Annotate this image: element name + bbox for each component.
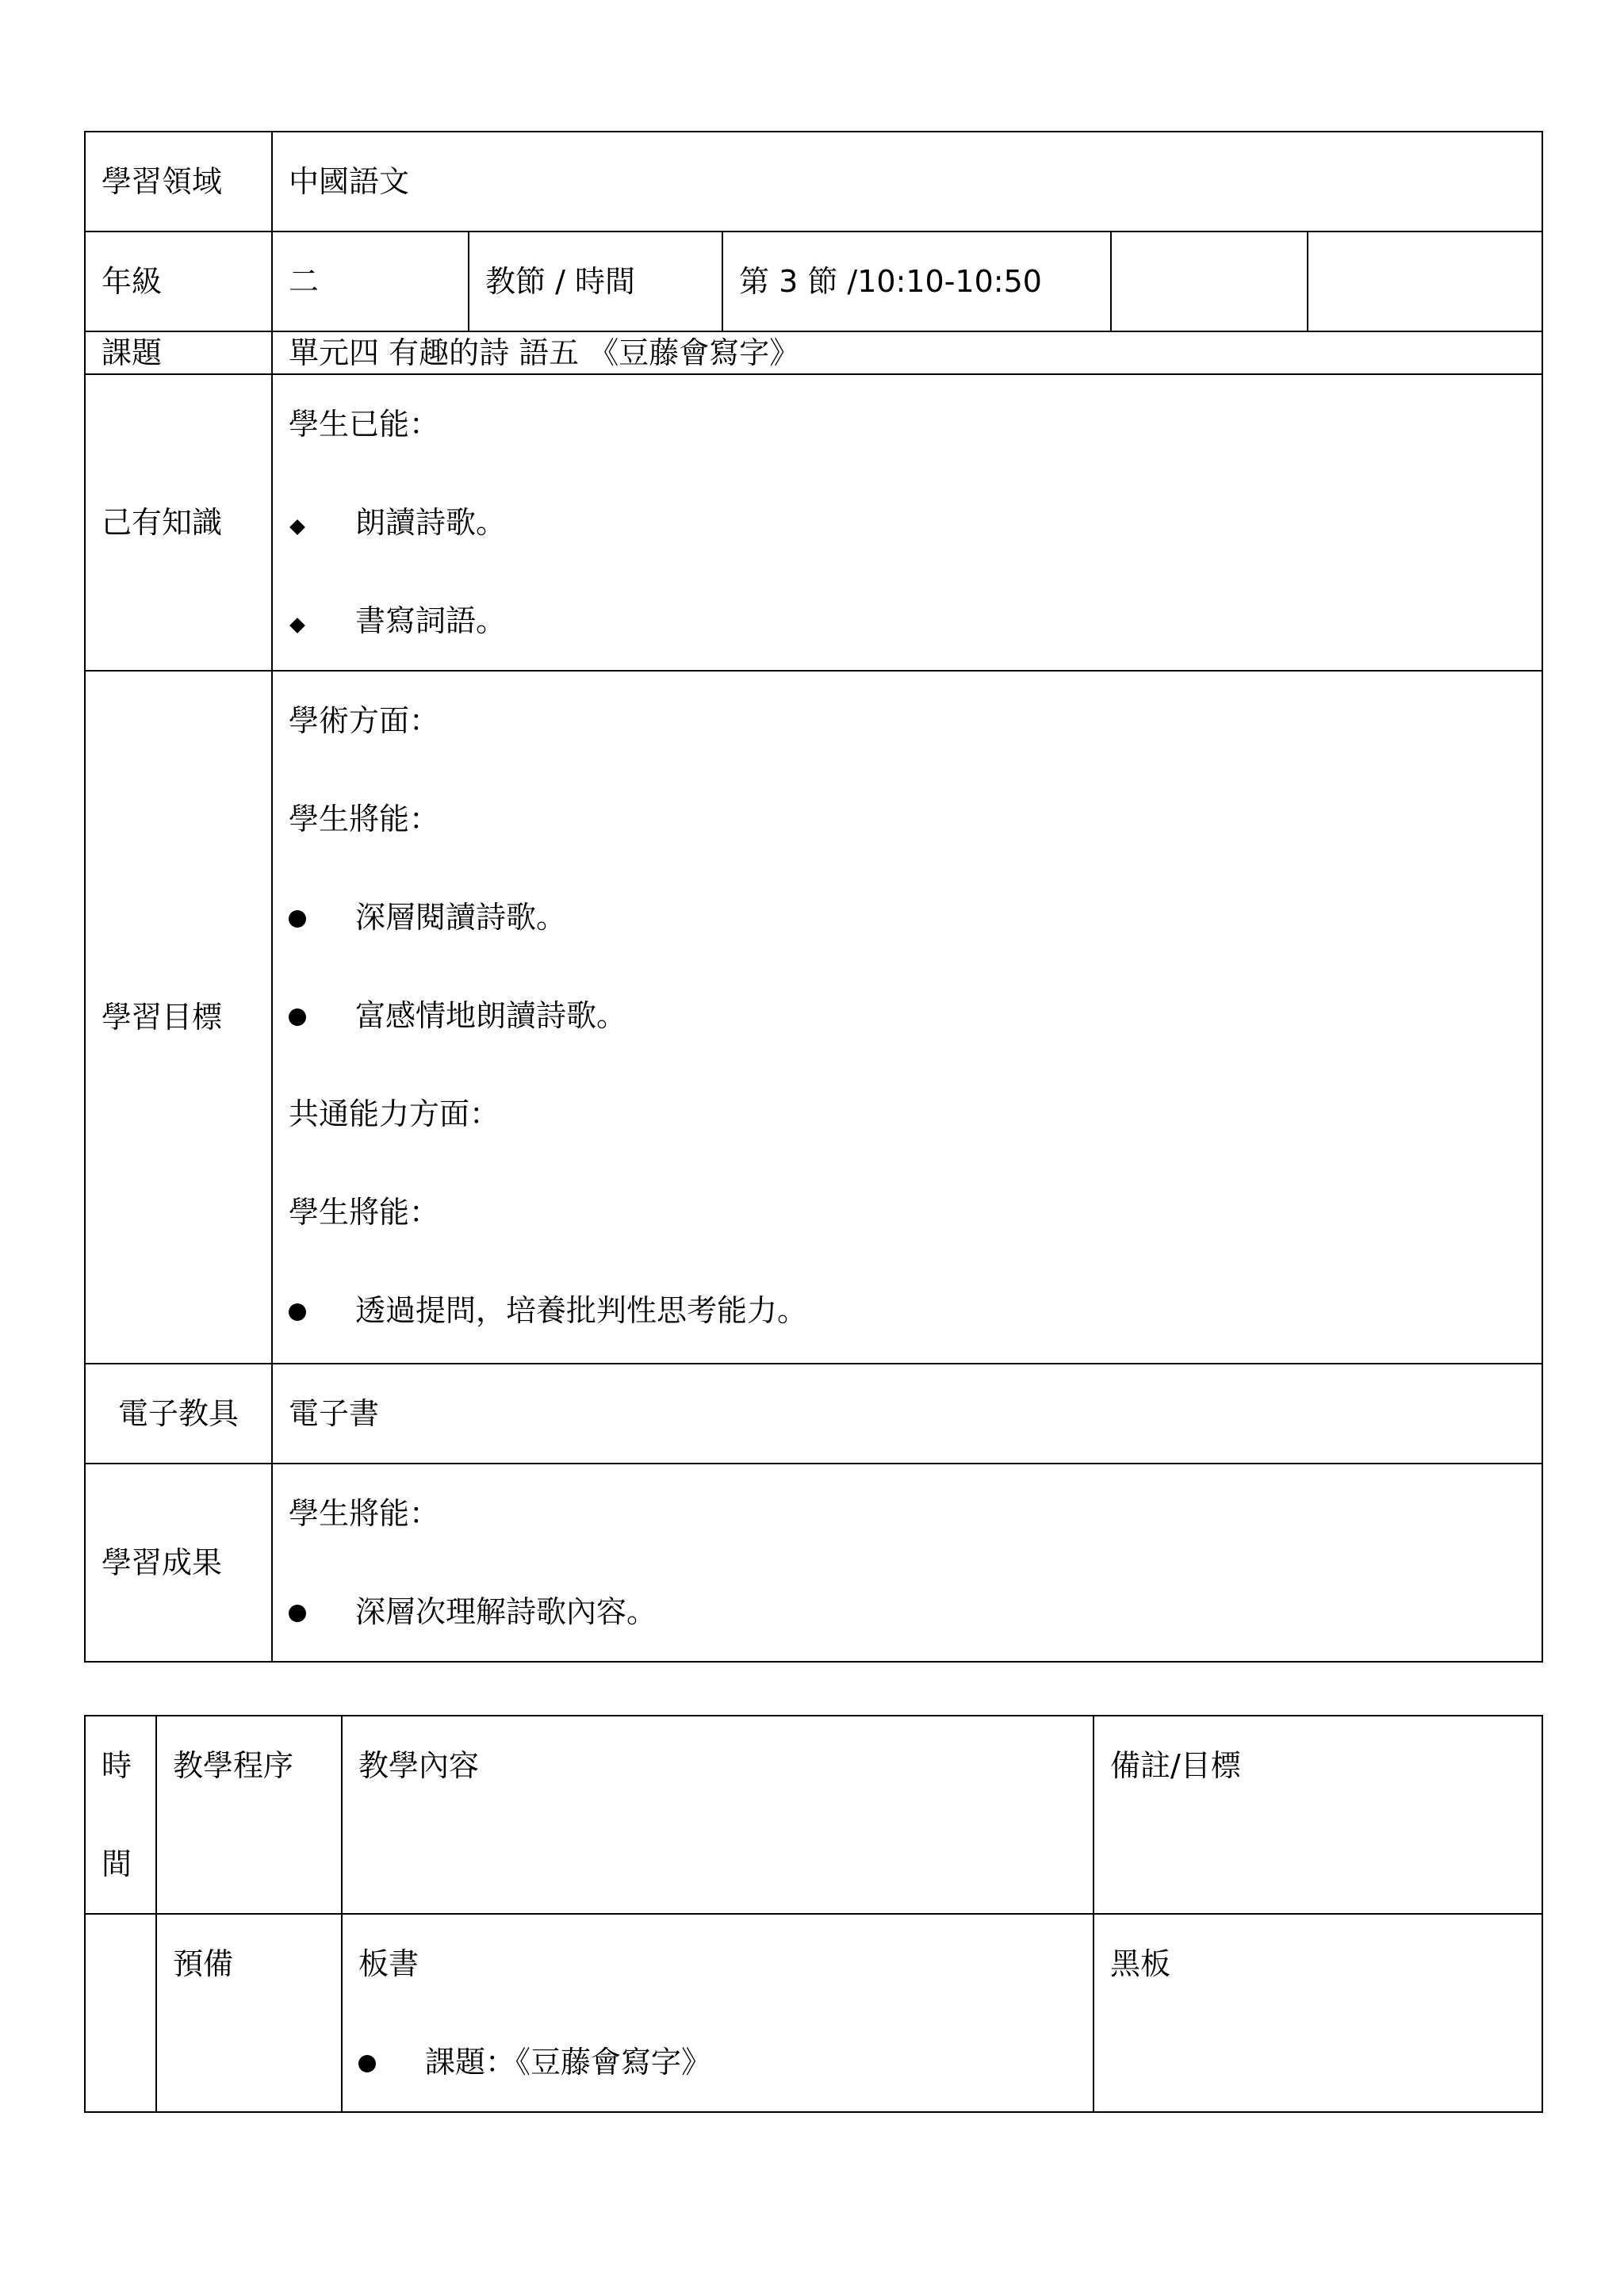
bullet-dot-icon (289, 1597, 355, 1627)
domain-label: 學習領域 (85, 132, 272, 232)
empty-cell (1308, 232, 1542, 331)
outcome-content (272, 1464, 1542, 1662)
objectives-label: 學習目標 (85, 671, 272, 1364)
academic-intro: 學生將能： (289, 802, 440, 836)
procedure-table (84, 1715, 1543, 2113)
etools-value: 電子書 (272, 1364, 1542, 1464)
step-cell: 預備 (156, 1914, 342, 2112)
outcome-row (85, 1464, 1542, 1662)
generic-heading: 共通能力方面： (289, 1096, 500, 1131)
list-item: 透過提問，培養批判性思考能力。 (289, 1261, 1526, 1360)
etools-label: 電子教具 (85, 1364, 272, 1464)
list-item: 朗讀詩歌。 (289, 473, 1526, 572)
remarks-cell: 黑板 (1094, 1914, 1542, 2112)
time-cell (85, 1914, 156, 2112)
list-item: 富感情地朗讀詩歌。 (289, 966, 1526, 1065)
grade-label: 年級 (85, 232, 272, 331)
empty-cell (1111, 232, 1308, 331)
table-row (85, 1914, 1542, 2112)
period-value: 第 3 節 /10:10-10:50 (722, 232, 1111, 331)
prior-intro: 學生已能： (289, 407, 440, 442)
diamond-bullet-icon (289, 507, 355, 538)
objectives-content (272, 671, 1542, 1364)
list-item: 書寫詞語。 (289, 572, 1526, 670)
list-item: 課題：《豆藤會寫字》 (358, 2013, 1077, 2111)
prior-knowledge-label: 己有知識 (85, 374, 272, 671)
bullet-dot-icon (289, 1295, 355, 1326)
outcome-label: 學習成果 (85, 1464, 272, 1662)
topic-label: 課題 (85, 331, 272, 374)
bullet-dot-icon (289, 902, 355, 932)
bullet-dot-icon (358, 2047, 425, 2077)
domain-value: 中國語文 (272, 132, 1542, 232)
domain-row (85, 132, 1542, 232)
diamond-bullet-icon (289, 606, 355, 636)
list-item: 深層次理解詩歌內容。 (289, 1563, 1526, 1661)
generic-intro: 學生將能： (289, 1195, 440, 1230)
period-label: 教節 / 時間 (469, 232, 722, 331)
procedure-header-row (85, 1716, 1542, 1914)
outcome-intro: 學生將能： (289, 1496, 440, 1531)
remarks-header: 備註/目標 (1094, 1716, 1542, 1914)
list-item: 深層閱讀詩歌。 (289, 868, 1526, 966)
bullet-dot-icon (289, 1001, 355, 1031)
content-header: 教學內容 (342, 1716, 1094, 1914)
step-header: 教學程序 (156, 1716, 342, 1914)
prior-knowledge-content (272, 374, 1542, 671)
lesson-info-table (84, 131, 1543, 1663)
etools-row (85, 1364, 1542, 1464)
grade-value: 二 (272, 232, 469, 331)
content-title: 板書 (358, 1946, 419, 1981)
topic-value: 單元四 有趣的詩 語五 《豆藤會寫字》 (272, 331, 1542, 374)
grade-row (85, 232, 1542, 331)
academic-heading: 學術方面： (289, 703, 440, 738)
time-header: 時 間 (85, 1716, 156, 1914)
prior-knowledge-row (85, 374, 1542, 671)
content-cell (342, 1914, 1094, 2112)
topic-row (85, 331, 1542, 374)
objectives-row (85, 671, 1542, 1364)
